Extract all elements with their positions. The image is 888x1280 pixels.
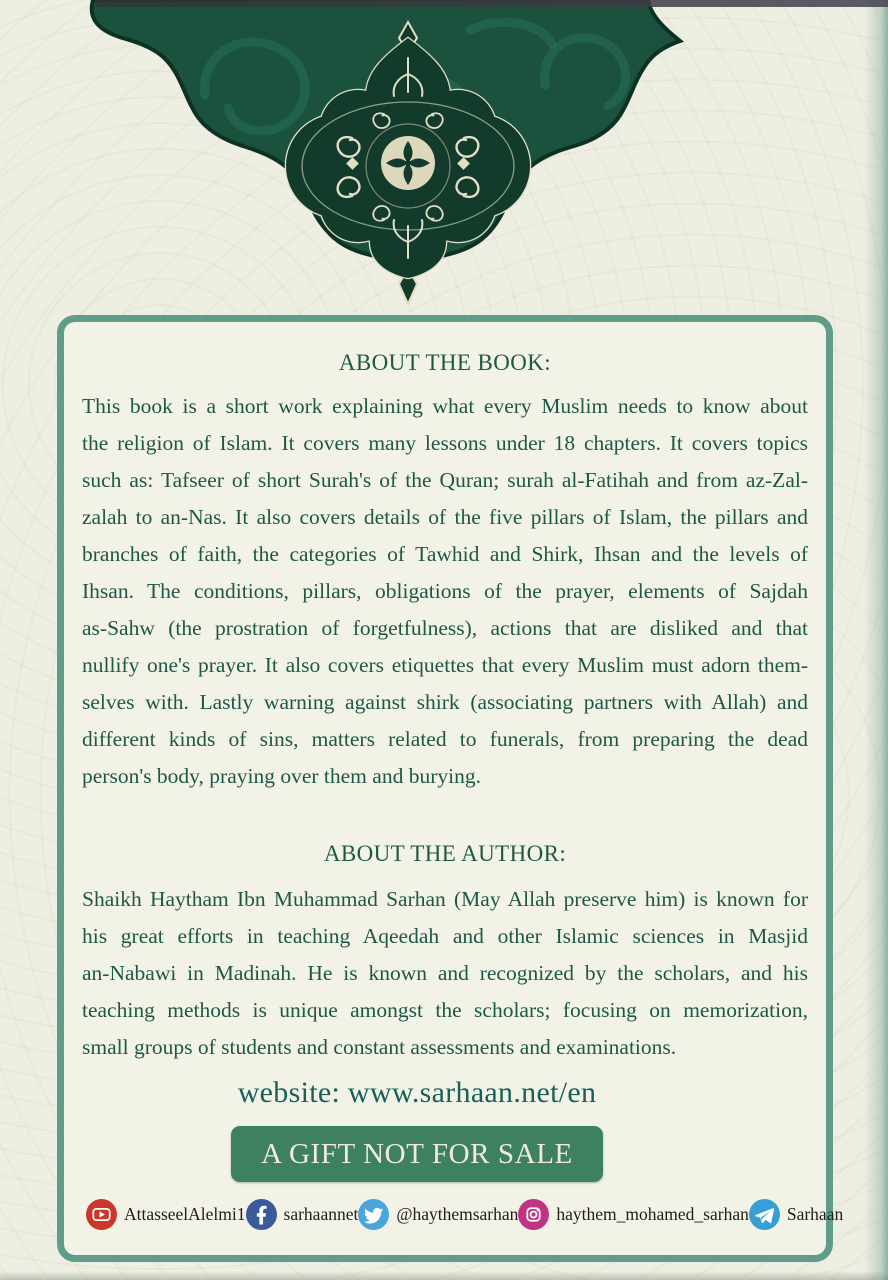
gift-not-for-sale-banner: A GIFT NOT FOR SALE — [231, 1126, 603, 1182]
telegram-plane-icon — [749, 1199, 780, 1230]
about-author-heading: ABOUT THE AUTHOR: — [323, 841, 567, 866]
social-item-telegram — [749, 1199, 843, 1230]
text-line: the religion of Islam. It covers many lessons under 18 chapters. It covers topics — [82, 431, 808, 455]
scan-right-edge — [864, 0, 888, 1280]
author-description — [82, 881, 808, 1066]
scan-top-edge — [96, 0, 888, 7]
text-line: This book is a short work explaining what every Muslim needs to know about — [82, 394, 808, 418]
text-line: selves with. Lastly warning against shirk (associating partners with Allah) and — [82, 690, 808, 714]
about-panel — [57, 315, 844, 1262]
social-handle: AttasseelAlelmi1 — [124, 1204, 246, 1224]
text-line: small groups of students and constant assessments and examinations. — [82, 1035, 677, 1059]
text-line: as-Sahw (the prostration of forgetfulness), actions that are disliked and that — [82, 616, 808, 640]
text-line: his great efforts in teaching Aqeedah and other Islamic sciences in Masjid — [82, 924, 808, 948]
social-handle: Sarhaan — [786, 1204, 844, 1224]
text-line: zalah to an-Nas. It also covers details of the five pillars of Islam, the pillars and — [82, 505, 808, 529]
social-handle: haythem_mohamed_sarhan — [556, 1204, 749, 1224]
website-url: website: www.sarhaan.net/en — [237, 1076, 597, 1109]
text-line: different kinds of sins, matters related to funerals, from preparing the dead — [82, 727, 808, 751]
about-book-heading: ABOUT THE BOOK: — [338, 350, 552, 375]
social-handle: @haythemsarhan — [396, 1204, 519, 1224]
text-line: Ihsan. The conditions, pillars, obligations of the prayer, elements of Sajdah — [82, 579, 808, 603]
scan-bottom-edge — [0, 1271, 888, 1280]
text-line: an-Nabawi in Madinah. He is known and recognized by the scholars, and his — [82, 961, 808, 985]
header-ornament — [0, 0, 888, 312]
instagram-camera-icon — [518, 1199, 549, 1230]
social-item-youtube — [86, 1199, 246, 1230]
text-line: teaching methods is unique amongst the scholars; focusing on memorization, — [82, 998, 808, 1022]
twitter-bird-icon — [358, 1199, 389, 1230]
social-media-row — [82, 1199, 844, 1230]
social-item-instagram — [518, 1199, 748, 1230]
youtube-play-icon — [86, 1199, 117, 1230]
text-line: such as: Tafseer of short Surah's of the Quran; surah al-Fatihah and from az-Zal- — [82, 468, 808, 492]
text-line: branches of faith, the categories of Tawhid and Shirk, Ihsan and the levels of — [82, 542, 808, 566]
facebook-icon — [246, 1199, 277, 1230]
book-description — [82, 388, 808, 795]
social-item-facebook — [246, 1199, 359, 1230]
social-item-twitter — [358, 1199, 518, 1230]
text-line: person's body, praying over them and burying. — [82, 764, 481, 788]
social-handle: sarhaannet — [283, 1204, 359, 1224]
text-line: nullify one's prayer. It also covers etiquettes that every Muslim must adorn them- — [82, 653, 808, 677]
text-line: Shaikh Haytham Ibn Muhammad Sarhan (May Allah preserve him) is known for — [82, 887, 808, 911]
